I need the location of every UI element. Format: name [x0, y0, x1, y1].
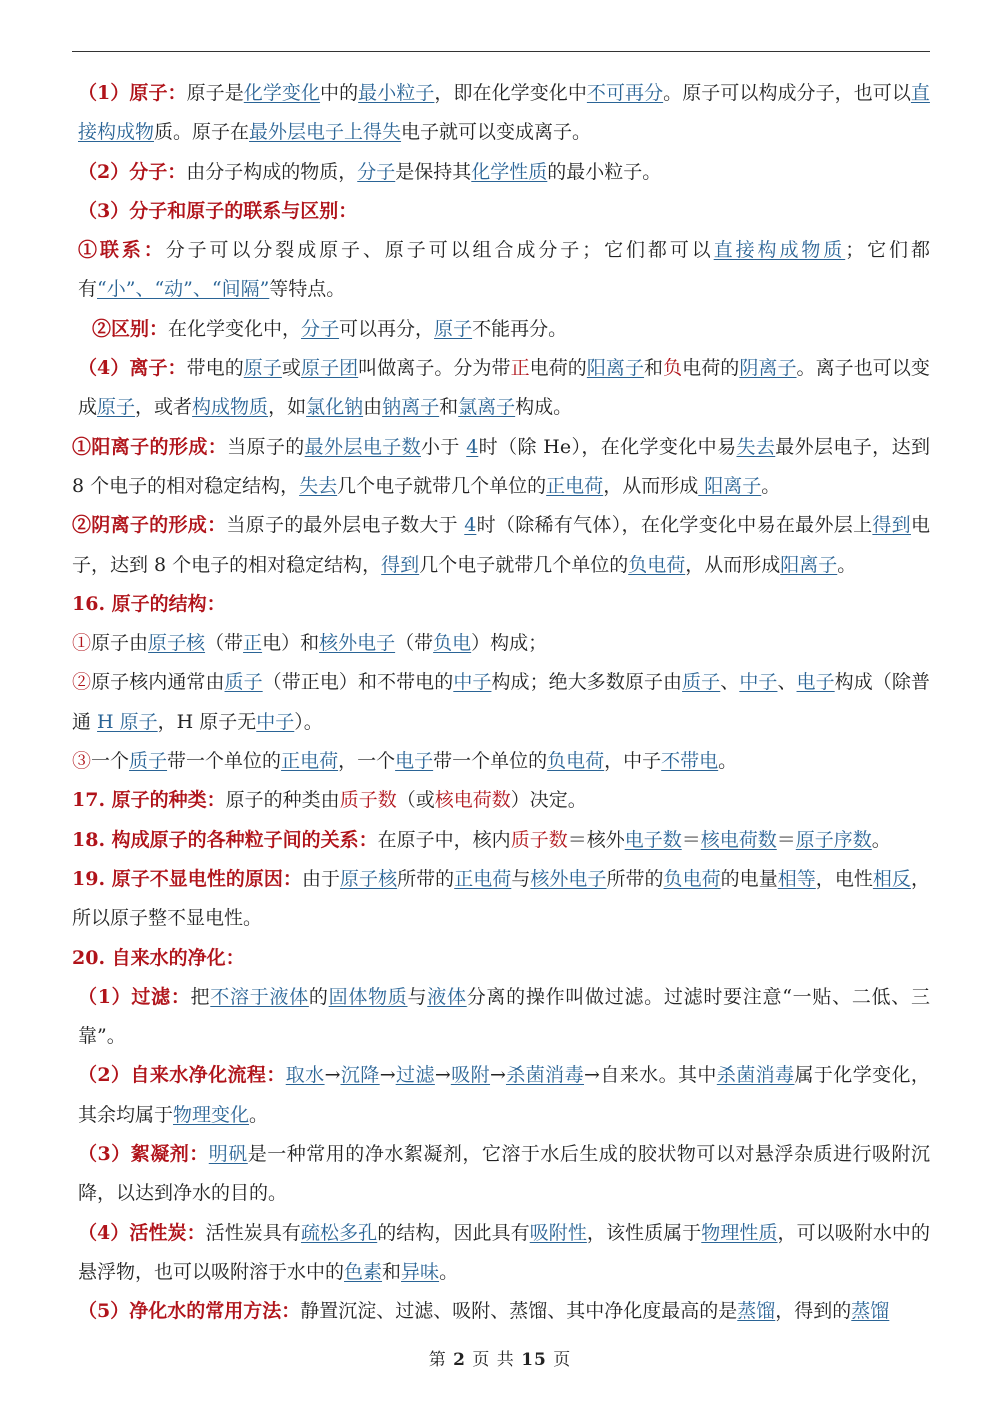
key-term: 蒸馏 — [737, 1300, 776, 1323]
body-text: 小于 — [421, 435, 467, 458]
highlight-text: 负 — [663, 357, 683, 380]
body-text: 原子核内通常由 — [91, 671, 225, 694]
body-text: 把 — [190, 985, 211, 1008]
paragraph — [72, 1135, 930, 1214]
key-term: 质子 — [129, 750, 168, 773]
body-text: 电荷的 — [529, 357, 587, 380]
key-term: 分子 — [357, 160, 396, 183]
key-term: 物理性质 — [701, 1221, 778, 1244]
paragraph — [72, 624, 930, 663]
paragraph — [72, 978, 930, 1057]
section-label: （1）原子： — [78, 82, 187, 104]
highlight-text: ③ — [72, 750, 92, 773]
body-text: →自来水。其中 — [584, 1064, 717, 1087]
section-label: 18. 构成原子的各种粒子间的关系： — [72, 828, 378, 851]
key-term: 核外电子 — [319, 632, 396, 655]
section-label: （1）过滤： — [78, 985, 191, 1008]
body-text: 或 — [281, 357, 301, 380]
body-text: 、 — [777, 671, 797, 694]
paragraph — [72, 1056, 930, 1135]
body-text: 当原子的 — [227, 435, 305, 458]
section-label: （5）净化水的常用方法： — [78, 1300, 301, 1323]
key-term: 氯离子 — [458, 396, 516, 419]
body-text: （或 — [396, 789, 435, 812]
section-label: （2）自来水净化流程： — [78, 1064, 286, 1087]
current-page-number: 2 — [453, 1350, 466, 1370]
body-text: 的 — [308, 985, 329, 1008]
key-term: 负电荷 — [663, 867, 721, 890]
page-footer — [0, 1345, 1000, 1370]
body-text: 原子是 — [186, 82, 244, 104]
key-term: H 原子 — [97, 710, 158, 733]
key-term: 不带电 — [661, 750, 719, 773]
body-text: ＝核外 — [567, 828, 625, 851]
body-text: 。原子可以构成分子，也可以 — [663, 82, 911, 104]
key-term: 失去 — [299, 474, 338, 497]
body-text: ，得到的 — [775, 1300, 852, 1323]
key-term: 质子 — [682, 671, 721, 694]
section-label: （2）分子： — [78, 160, 187, 183]
key-term: 吸附 — [450, 1064, 491, 1087]
body-text: 与 — [511, 867, 531, 890]
paragraph — [72, 1292, 930, 1331]
body-text: 静置沉淀、过滤、吸附、蒸馏、其中净化度最高的是 — [300, 1300, 738, 1323]
body-text: 几个电子就带几个单位的 — [337, 474, 547, 497]
body-text: 和 — [382, 1260, 402, 1283]
body-text: 与 — [407, 985, 428, 1008]
body-text: 和 — [644, 357, 664, 380]
body-text: 在化学变化中， — [168, 317, 302, 340]
key-term: 最外层电子上得失 — [249, 121, 402, 144]
key-term: 原子团 — [300, 357, 359, 380]
body-text: 和 — [439, 396, 459, 419]
body-text: （带正电）和不带电的 — [262, 671, 454, 694]
key-term: 相等 — [777, 867, 816, 890]
body-text: ，所以原子整不显电性。 — [72, 867, 930, 930]
key-term: 固体物质 — [328, 985, 408, 1008]
body-text: 。 — [439, 1260, 459, 1283]
body-text: （带 — [205, 632, 244, 655]
body-text: 活性炭具有 — [205, 1221, 301, 1244]
key-term: 阳离子 — [586, 357, 645, 380]
paragraph — [72, 349, 930, 428]
key-term: 物理变化 — [173, 1103, 250, 1126]
key-term: 取水 — [285, 1064, 325, 1087]
section-label: 17. 原子的种类： — [72, 789, 226, 812]
key-term: 原子 — [97, 396, 136, 419]
body-text: 的最小粒子。 — [547, 160, 662, 183]
body-text: 是一种常用的净水絮凝剂，它溶于水后生成的胶状物可以对悬浮杂质进行吸附沉降，以达到净水的目的。 — [78, 1143, 930, 1205]
key-term: 原子核 — [148, 632, 206, 655]
paragraph — [72, 310, 930, 349]
key-term: 得到 — [381, 553, 420, 576]
paragraph — [72, 781, 930, 820]
key-term: 相反 — [872, 867, 911, 890]
key-term: 疏松多孔 — [300, 1221, 378, 1244]
key-term: 负电荷 — [628, 553, 686, 576]
body-text: 的结构，因此具有 — [377, 1221, 530, 1244]
body-text: → — [324, 1064, 341, 1087]
key-term: 氯化钠 — [306, 396, 364, 419]
key-term: 化学变化 — [243, 82, 321, 104]
key-term: 中子 — [453, 671, 492, 694]
highlight-text: ② — [72, 671, 92, 694]
key-term: 中子 — [256, 710, 295, 733]
key-term: 失去 — [736, 435, 776, 458]
key-term: 明矾 — [208, 1143, 248, 1166]
key-term: 原子 — [243, 357, 282, 380]
paragraph — [72, 506, 930, 585]
total-pages: 15 — [521, 1350, 547, 1370]
body-text: → — [490, 1064, 506, 1087]
key-term: 杀菌消毒 — [505, 1064, 585, 1087]
body-text: ；它们都有 — [78, 239, 930, 301]
paragraph — [72, 192, 930, 231]
body-text: 的电量 — [720, 867, 778, 890]
key-term: 质子 — [224, 671, 263, 694]
body-text: 质。原子在 — [154, 121, 250, 144]
body-text: 带一个单位的 — [433, 750, 548, 773]
highlight-text: 质子数 — [510, 828, 568, 851]
body-text: 所带的 — [606, 867, 664, 890]
body-text: ）。 — [294, 710, 323, 733]
key-term: 中子 — [739, 671, 778, 694]
body-text: 原子的种类由 — [225, 789, 340, 812]
footer-suffix: 页 — [546, 1350, 572, 1370]
body-text: 构成。 — [515, 396, 573, 419]
body-text: → — [379, 1064, 396, 1087]
body-text: ＝ — [776, 828, 796, 851]
section-label: ①联系： — [78, 239, 166, 262]
body-text: 几个电子就带几个单位的 — [419, 553, 629, 576]
body-text: 电子就可以变成离子。 — [401, 121, 592, 144]
body-text: 由于 — [301, 867, 341, 890]
key-term: 分子 — [301, 317, 340, 340]
key-term: 电子 — [796, 671, 835, 694]
key-term: 蒸馏 — [851, 1300, 890, 1323]
body-text: 、 — [720, 671, 740, 694]
key-term: 最外层电子数 — [304, 435, 421, 458]
body-text: 分子可以分裂成原子、原子可以组合成分子；它们都可以 — [165, 239, 714, 262]
paragraph — [72, 231, 930, 310]
key-term: 沉降 — [340, 1064, 380, 1087]
section-label: （4）活性炭： — [78, 1221, 206, 1244]
body-text: 。 — [837, 553, 857, 576]
body-text: ，该性质属于 — [586, 1221, 702, 1244]
body-text: 时（除 He），在化学变化中易 — [478, 435, 737, 458]
paragraph — [72, 742, 930, 781]
body-text: 。 — [761, 474, 781, 497]
body-text: ，可以吸附水中的悬浮物，也可以吸附溶于水中的 — [78, 1221, 930, 1283]
key-term: 色素 — [344, 1260, 383, 1283]
body-text: 由 — [363, 396, 383, 419]
key-term: 核电荷数 — [700, 828, 777, 851]
key-term: 正电荷 — [546, 474, 604, 497]
section-label: 16. 原子的结构： — [72, 592, 226, 615]
body-text: ）决定。 — [510, 789, 587, 812]
body-text: ，或者 — [135, 396, 193, 419]
body-text: （带 — [395, 632, 434, 655]
key-term: 负电 — [433, 632, 472, 655]
key-term: 阳离子 — [698, 474, 762, 497]
key-term: 正电荷 — [454, 867, 512, 890]
body-text: ，H 原子无 — [157, 710, 257, 733]
section-label: ②区别： — [92, 317, 169, 340]
body-text: ，从而形成 — [603, 474, 699, 497]
section-label: 19. 原子不显电性的原因： — [72, 867, 302, 890]
body-text: 不能再分。 — [472, 317, 568, 340]
key-term: 4 — [466, 435, 479, 458]
body-text: 。 — [718, 750, 738, 773]
body-text: ，电性 — [815, 867, 873, 890]
paragraph — [72, 428, 930, 507]
body-text: 叫做离子。分为带 — [358, 357, 511, 380]
body-text: ，即在化学变化中 — [434, 82, 587, 104]
body-text: 电荷的 — [682, 357, 740, 380]
body-text: 电子，达到 8 个电子的相对稳定结构， — [72, 514, 930, 576]
section-label: 20. 自来水的净化： — [72, 946, 245, 969]
body-text: 属于化学变化，其余均属于 — [78, 1064, 930, 1126]
body-text: 电）和 — [262, 632, 320, 655]
body-text: 当原子的最外层电子数大于 — [226, 514, 465, 537]
key-term: 化学性质 — [471, 160, 548, 183]
document-body — [72, 74, 930, 1332]
key-term: 杀菌消毒 — [716, 1064, 795, 1087]
highlight-text: 正 — [510, 357, 530, 380]
paragraph — [72, 585, 930, 624]
paragraph — [72, 1214, 930, 1293]
key-term: “小”、“动”、“间隔” — [97, 278, 270, 301]
body-text: 时（除稀有气体），在化学变化中易在最外层上 — [476, 514, 873, 537]
key-term: 阳离子 — [780, 553, 838, 576]
highlight-text: 核电荷数 — [434, 789, 511, 812]
body-text: 原子由 — [91, 632, 149, 655]
key-term: 负电荷 — [547, 750, 605, 773]
paragraph — [72, 860, 930, 939]
key-term: 原子序数 — [795, 828, 872, 851]
body-text: 在原子中，核内 — [377, 828, 511, 851]
body-text: 等特点。 — [269, 278, 346, 301]
body-text: 带一个单位的 — [167, 750, 282, 773]
key-term: 4 — [464, 514, 477, 537]
highlight-text: ① — [72, 632, 92, 655]
body-text: 构成（除普通 — [72, 671, 930, 733]
key-term: 不可再分 — [586, 82, 664, 104]
key-term: 阴离子 — [739, 357, 797, 380]
key-term: 最小粒子 — [358, 82, 435, 104]
key-term: 核外电子 — [530, 867, 607, 890]
highlight-text: 质子数 — [339, 789, 397, 812]
body-text: ，一个 — [338, 750, 396, 773]
key-term: 得到 — [872, 514, 911, 537]
section-label: （4）离子： — [78, 357, 187, 380]
body-text: ，中子 — [604, 750, 662, 773]
body-text: 最外层电子，达到 8 个电子的相对稳定结构， — [72, 435, 930, 497]
footer-prefix: 第 — [428, 1350, 454, 1370]
paragraph — [72, 153, 930, 192]
body-text: ）构成； — [471, 632, 548, 655]
section-label: ①阳离子的形成： — [72, 435, 228, 458]
key-term: 过滤 — [395, 1064, 435, 1087]
key-term: 钠离子 — [382, 396, 440, 419]
key-term: 不溶于液体 — [210, 985, 309, 1008]
body-text: ，从而形成 — [685, 553, 781, 576]
key-term: 原子 — [434, 317, 473, 340]
key-term: 液体 — [427, 985, 467, 1008]
key-term: 正 — [243, 632, 263, 655]
body-text: 构成；绝大多数原子由 — [491, 671, 683, 694]
body-text: 一个 — [91, 750, 130, 773]
body-text: 是保持其 — [395, 160, 472, 183]
paragraph — [72, 939, 930, 978]
paragraph — [72, 663, 930, 742]
body-text: 。 — [249, 1103, 269, 1126]
body-text: 分离的操作叫做过滤。过滤时要注意“一贴、二低、三靠”。 — [78, 985, 930, 1048]
key-term: 电子数 — [624, 828, 682, 851]
footer-middle: 页 共 — [465, 1350, 522, 1370]
body-text: 。 — [871, 828, 891, 851]
key-term: 正电荷 — [281, 750, 339, 773]
body-text: 所带的 — [397, 867, 455, 890]
body-text: 。离子也可以变成 — [78, 357, 930, 419]
body-text: → — [434, 1064, 451, 1087]
key-term: 原子核 — [340, 867, 398, 890]
key-term: 构成物质 — [192, 396, 269, 419]
section-label: ②阴离子的形成： — [72, 514, 227, 537]
header-rule — [72, 51, 930, 52]
key-term: 吸附性 — [529, 1221, 587, 1244]
section-label: （3）絮凝剂： — [78, 1143, 209, 1166]
body-text: 可以再分， — [339, 317, 435, 340]
paragraph — [72, 74, 930, 153]
body-text: ，如 — [268, 396, 307, 419]
body-text: 中的 — [320, 82, 359, 104]
body-text: ＝ — [681, 828, 701, 851]
section-label: （3）分子和原子的联系与区别： — [78, 199, 358, 222]
key-term: 异味 — [401, 1260, 440, 1283]
body-text: 由分子构成的物质， — [186, 160, 358, 183]
body-text: 带电的 — [186, 357, 244, 380]
key-term: 直接构成物 — [78, 82, 930, 144]
key-term: 电子 — [395, 750, 434, 773]
key-term: 直接构成物质 — [713, 239, 846, 262]
paragraph — [72, 821, 930, 860]
